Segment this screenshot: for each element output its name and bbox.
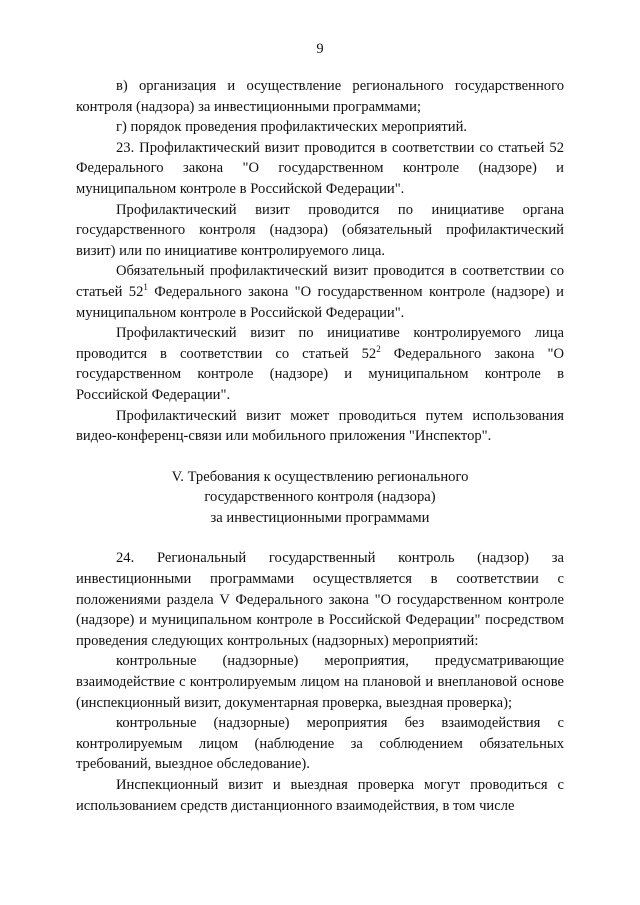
- paragraph-text: Федерального закона "О государственном контроле (надзоре) и муниципальном контроле в Российской Федерации".: [76, 283, 564, 321]
- paragraph: [76, 323, 564, 405]
- heading-line: за инвестиционными программами: [210, 509, 430, 526]
- spacer: [76, 528, 564, 548]
- paragraph-text: Федерального закона "О государственном контроле (надзоре) и муниципальном контроле в Российской Федерации".: [76, 345, 564, 403]
- paragraph: Профилактический визит проводится по инициативе органа государственного контроля (надзора) (обязательный профилактический визит) или по инициативе контролируемого лица.: [76, 201, 564, 259]
- heading-line: государственного контроля (надзора): [204, 489, 436, 506]
- paragraph: [76, 261, 564, 323]
- document-body: [76, 76, 564, 816]
- superscript: 1: [143, 282, 148, 293]
- paragraph: Инспекционный визит и выездная проверка могут проводиться с использованием средств дистанционного взаимодействия, в том числе: [76, 777, 564, 814]
- heading-line: V. Требования к осуществлению регионального: [171, 468, 469, 485]
- paragraph: в) организация и осуществление регионального государственного контроля (надзора) за инвестиционными программами;: [76, 78, 564, 115]
- superscript: 2: [376, 343, 381, 354]
- paragraph: контрольные (надзорные) мероприятия, предусматривающие взаимодействие с контролируемым лицом на плановой и внеплановой основе (инспекционный визит, документарная проверка, выездная проверка);: [76, 653, 564, 711]
- paragraph-text: Обязательный профилактический визит проводится в соответствии со статьей 52: [76, 263, 564, 300]
- paragraph: 24. Региональный государственный контроль (надзор) за инвестиционными программами осуществляется в соответствии с положениями раздела V Федерального закона "О государственном контроле (надзоре) и муниципальном контроле в Российской Федерации" посредством проведения следующих контрольных (надзорных) мероприятий:: [76, 550, 564, 649]
- paragraph: контрольные (надзорные) мероприятия без взаимодействия с контролируемым лицом (наблюдение за соблюдением обязательных требований, выездное обследование).: [76, 715, 564, 773]
- paragraph: г) порядок проведения профилактических мероприятий.: [116, 119, 468, 136]
- paragraph-text: Профилактический визит по инициативе контролируемого лица проводится в соответствии со статьей 52: [76, 325, 564, 362]
- section-heading: [76, 467, 564, 529]
- paragraph: 23. Профилактический визит проводится в соответствии со статьей 52 Федерального закона "О государственном контроле (надзоре) и муниципальном контроле в Российской Федерации".: [76, 139, 564, 197]
- page-number: 9: [316, 41, 324, 57]
- paragraph: Профилактический визит может проводиться путем использования видео-конференц-связи или мобильного приложения "Инспектор".: [76, 407, 564, 445]
